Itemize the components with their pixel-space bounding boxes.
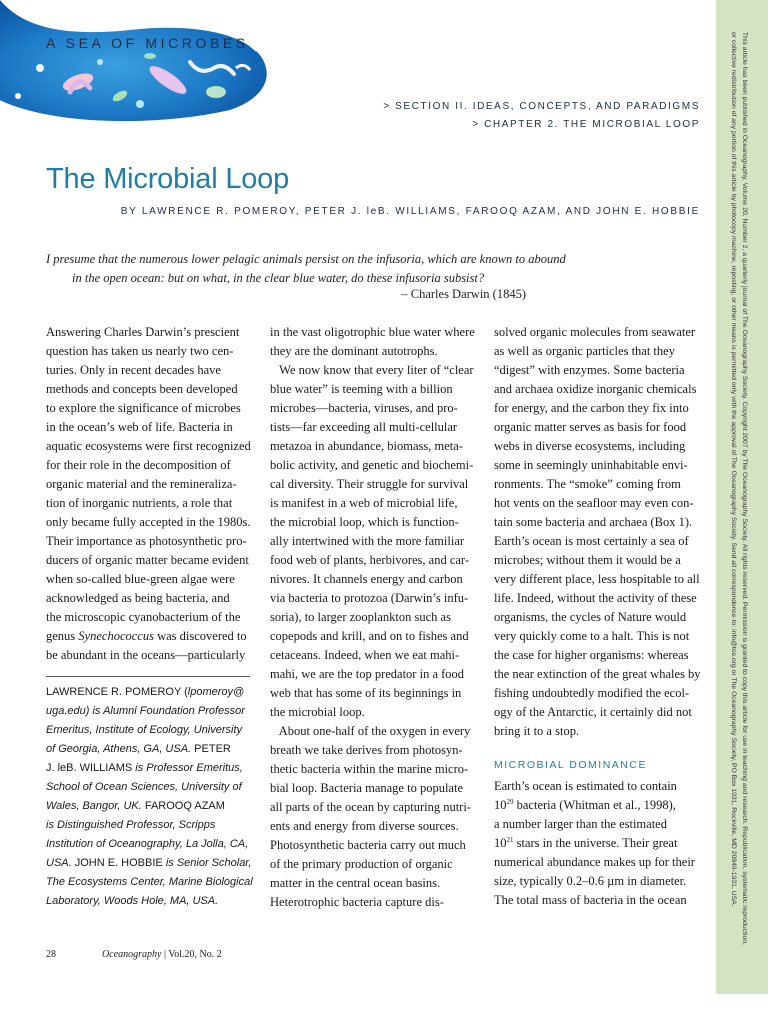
text-line: to explore the significance of microbes xyxy=(46,401,241,415)
bio-name: PETER xyxy=(194,743,231,755)
bio-name: JOHN E. HOBBIE xyxy=(74,857,163,869)
bio-text: is Professor Emeritus, xyxy=(132,762,243,774)
bio-line: uga.edu) is Alumni Foundation Professor xyxy=(46,705,245,717)
text-line: when so-called blue-green algae were xyxy=(46,572,235,586)
text-line: only became fully accepted in the 1980s. xyxy=(46,515,251,529)
text-line: mahi, we are the top predator in a food xyxy=(270,667,465,681)
text-line: very different place, less hospitable to all xyxy=(494,572,700,586)
text-line: turies. Only in recent decades have xyxy=(46,363,221,377)
text-line: copepods and krill, and on to fishes and xyxy=(270,629,469,643)
text-line: bial loop. Bacteria manage to populate xyxy=(270,781,463,795)
number-base: 10 xyxy=(494,836,507,850)
bio-line: Laboratory, Woods Hole, MA, USA. xyxy=(46,895,219,907)
text-line: bring it to a stop. xyxy=(494,724,580,738)
bio-name: J. leB. WILLIAMS xyxy=(46,762,133,774)
series-label: A SEA OF MICROBES xyxy=(46,35,249,51)
text-line: very quickly come to a halt. This is not xyxy=(494,629,690,643)
text-line: microbes; without them it would be a xyxy=(494,553,681,567)
article-title: The Microbial Loop xyxy=(46,163,290,195)
text-line: is manifest in a web of microbial life, xyxy=(270,496,458,510)
bio-line: is Distinguished Professor, Scripps xyxy=(46,819,216,831)
text-line xyxy=(494,796,704,815)
text-line: Photosynthetic bacteria carry out much xyxy=(270,838,466,852)
text-line: of the primary production of organic xyxy=(270,857,453,871)
section-heading: MICROBIAL DOMINANCE xyxy=(494,759,647,771)
text-line: be abundant in the oceans—particularly xyxy=(46,648,246,662)
text-line: for their role in the decomposition of xyxy=(46,458,231,472)
text-line: fishing undoubtedly modified the ecol- xyxy=(494,686,690,700)
text-line: soria), to larger zooplankton such as xyxy=(270,610,451,624)
bio-text: is Senior Scholar, xyxy=(162,857,252,869)
bio-line xyxy=(46,797,256,816)
bio-email[interactable]: lpomeroy@ xyxy=(187,686,245,698)
text-line xyxy=(494,834,704,853)
journal-issue: | Vol.20, No. 2 xyxy=(161,949,222,960)
breadcrumb-section[interactable]: > SECTION II. IDEAS, CONCEPTS, AND PARADIGMS xyxy=(383,101,700,112)
text-line: cal diversity. Their struggle for survival xyxy=(270,477,469,491)
text-line: matter in the central ocean basins. xyxy=(270,876,441,890)
text-line: We now know that every liter of “clear xyxy=(270,363,474,377)
text-line: thetic bacteria within the marine micro- xyxy=(270,762,469,776)
text-line-genus xyxy=(46,627,256,646)
text-line: in the ocean’s web of life. Bacteria in xyxy=(46,420,233,434)
text-line: ogy of the Antarctic, it certainly did not xyxy=(494,705,692,719)
bio-line: Institution of Oceanography, La Jolla, CA, xyxy=(46,838,249,850)
author-bio xyxy=(46,683,256,911)
copyright-notice xyxy=(728,32,750,962)
text-line: the microscopic cyanobacterium of the xyxy=(46,610,241,624)
text-line: a number larger than the estimated xyxy=(494,817,667,831)
microbe-banner-illustration xyxy=(0,0,300,130)
bio-text: Wales, Bangor, UK. xyxy=(46,800,145,812)
text-line: blue water” is teeming with a billion xyxy=(270,382,453,396)
text-line: Earth’s ocean is estimated to contain xyxy=(494,779,677,793)
epigraph-line-2: in the open ocean: but on what, in the clear blue water, do these infusoria subsist? xyxy=(72,271,485,285)
bio-name: LAWRENCE R. POMEROY ( xyxy=(46,686,188,698)
text-line: tists—far exceeding all multi-cellular xyxy=(270,420,458,434)
text-line: solved organic molecules from seawater xyxy=(494,325,696,339)
bio-text: USA. xyxy=(46,857,75,869)
text-line: metazoa in abundance, biomass, meta- xyxy=(270,439,463,453)
body-column-3 xyxy=(494,323,704,910)
page-number: 28 xyxy=(46,949,56,960)
text-line: aquatic ecosystems were first recognized xyxy=(46,439,251,453)
page-footer xyxy=(46,949,222,960)
text-line: cetaceans. Indeed, when we eat mahi- xyxy=(270,648,460,662)
text-line: ducers of organic matter became evident xyxy=(46,553,249,567)
genus-after: was discovered to xyxy=(153,629,247,643)
epigraph-source: – Charles Darwin (1845) xyxy=(401,287,526,301)
bio-line: The Ecosystems Center, Marine Biological xyxy=(46,876,253,888)
text-line: acknowledged as being bacteria, and xyxy=(46,591,230,605)
text-line: organic material and the remineraliza- xyxy=(46,477,237,491)
text-line: organisms, the cycles of Nature would xyxy=(494,610,687,624)
bio-line xyxy=(46,854,256,873)
text-line: Heterotrophic bacteria capture dis- xyxy=(270,895,444,909)
text-line: the microbial loop. xyxy=(270,705,365,719)
text-line: the microbial loop, which is function- xyxy=(270,515,459,529)
text-line: microbes—bacteria, viruses, and pro- xyxy=(270,401,458,415)
body-column-2 xyxy=(270,323,480,912)
text-line: breath we take derives from photosyn- xyxy=(270,743,463,757)
epigraph-quote xyxy=(46,250,646,288)
text-line: some in seemingly uninhabitable envi- xyxy=(494,458,688,472)
text-line: The total mass of bacteria in the ocean xyxy=(494,893,687,907)
text-line: tain some bacteria and archaea (Box 1). xyxy=(494,515,693,529)
text-line: in the vast oligotrophic blue water where xyxy=(270,325,475,339)
text-line: via bacteria to protozoa (Darwin’s infu- xyxy=(270,591,469,605)
bio-line xyxy=(46,740,256,759)
genus-before: genus xyxy=(46,629,79,643)
body-column-1 xyxy=(46,323,256,665)
text-line: and archaea oxidize inorganic chemicals xyxy=(494,382,697,396)
bio-text: of Georgia, Athens, GA, USA. xyxy=(46,743,195,755)
text-line: webs in diverse ecosystems, including xyxy=(494,439,686,453)
author-byline: BY LAWRENCE R. POMEROY, PETER J. leB. WILLIAMS, FAROOQ AZAM, AND JOHN E. HOBBIE xyxy=(120,206,700,217)
text-line: food web of plants, herbivores, and car- xyxy=(270,553,469,567)
journal-name: Oceanography xyxy=(102,949,162,960)
text-line: all parts of the ocean by capturing nutri- xyxy=(270,800,471,814)
text-line: web that has some of its beginnings in xyxy=(270,686,462,700)
text-line: bolic activity, and genetic and biochemi- xyxy=(270,458,474,472)
text-line: hot vents on the seafloor may even con- xyxy=(494,496,694,510)
text-line: as well as organic particles that they xyxy=(494,344,675,358)
bio-line: Emeritus, Institute of Ecology, University xyxy=(46,724,243,736)
number-base: 10 xyxy=(494,798,507,812)
text-line: Earth’s ocean is most certainly a sea of xyxy=(494,534,689,548)
copyright-line-2: or collective redistribution of any portion of this article by photocopy machine, reposting, or other means is permitted only with the approval of The Oceanography Society. Send all correspondence to: info@tos.org or The Oceanography Society, PO Box 1931, Rockville, MD 20849-1931, USA. xyxy=(730,32,737,907)
text-run: stars in the universe. Their great xyxy=(513,836,678,850)
text-line: for energy, and the carbon they fix into xyxy=(494,401,689,415)
bio-line xyxy=(46,759,256,778)
exponent: 29 xyxy=(506,798,514,806)
text-line: size, typically 0.2–0.6 µm in diameter. xyxy=(494,874,687,888)
bio-name: FAROOQ AZAM xyxy=(144,800,225,812)
bio-divider xyxy=(46,676,250,677)
text-run: bacteria (Whitman et al., 1998), xyxy=(513,798,676,812)
text-line: methods and concepts been developed xyxy=(46,382,238,396)
bio-line: School of Ocean Sciences, University of xyxy=(46,781,242,793)
text-line: ronments. The “smoke” coming from xyxy=(494,477,681,491)
text-line: they are the dominant autotrophs. xyxy=(270,344,438,358)
text-line: ents and energy from diverse sources. xyxy=(270,819,459,833)
text-line: question has taken us nearly two cen- xyxy=(46,344,234,358)
text-line: numerical abundance makes up for their xyxy=(494,855,695,869)
breadcrumb-chapter[interactable]: > CHAPTER 2. THE MICROBIAL LOOP xyxy=(472,119,700,130)
text-line: Answering Charles Darwin’s prescient xyxy=(46,325,240,339)
text-line: the case for higher organisms: whereas xyxy=(494,648,689,662)
text-line: ally intertwined with the more familiar xyxy=(270,534,465,548)
copyright-line-1: This article has been published in Oceanography, Volume 20, Number 2, a quarterly journal of The Oceanography Society. Copyright 2007 by The Oceanography Society. All rights reserved. Permission is granted to copy this article for use in teaching and research. Republication, systematic reproduction, xyxy=(741,32,748,945)
text-line: the near extinction of the great whales by xyxy=(494,667,701,681)
text-line: organic matter serves as basis for food xyxy=(494,420,687,434)
text-line: Their importance as photosynthetic pro- xyxy=(46,534,247,548)
exponent: 21 xyxy=(506,836,514,844)
text-line: tion of inorganic nutrients, a role that xyxy=(46,496,233,510)
text-line: About one-half of the oxygen in every xyxy=(270,724,471,738)
genus-name: Synechococcus xyxy=(78,629,154,643)
text-line: nivores. It channels energy and carbon xyxy=(270,572,463,586)
text-line: “digest” with enzymes. Some bacteria xyxy=(494,363,685,377)
text-line: life. Indeed, without the activity of these xyxy=(494,591,697,605)
epigraph-line-1: I presume that the numerous lower pelagic animals persist on the infusoria, which are known to abound xyxy=(46,252,566,266)
bio-line xyxy=(46,683,256,702)
